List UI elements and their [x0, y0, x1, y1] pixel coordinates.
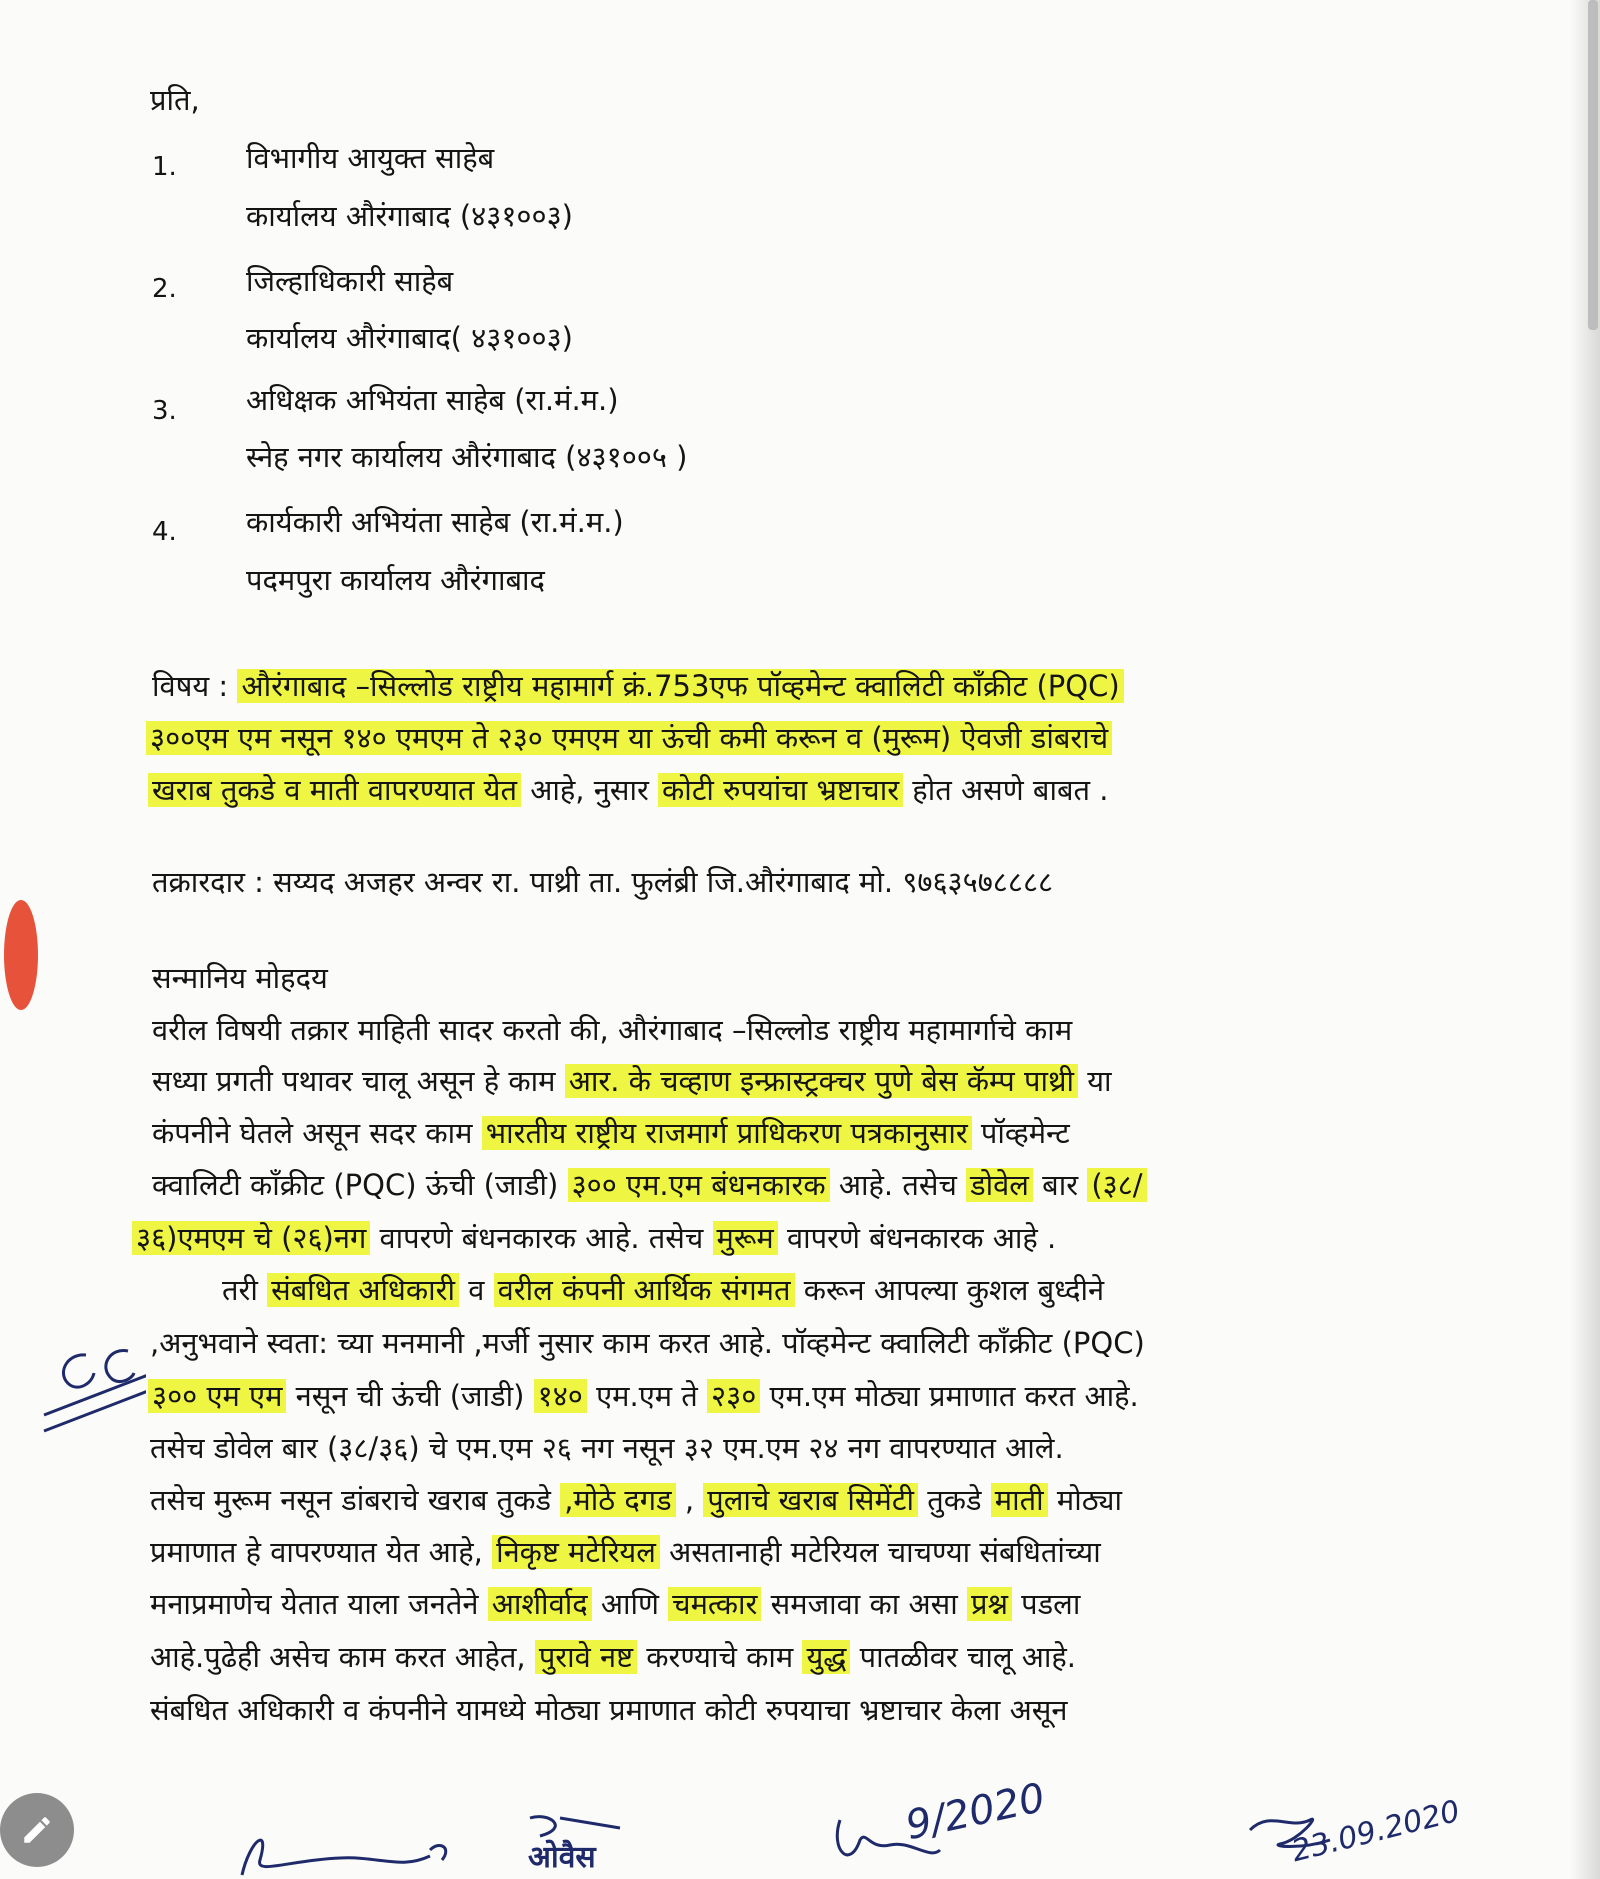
body-highlight: ३०० एम.एम बंधनकारक [568, 1168, 830, 1202]
body-text: समजावा का असा [761, 1587, 967, 1621]
body-highlight: पुरावे नष्ट [535, 1640, 637, 1674]
subject-label: विषय : [152, 669, 229, 703]
body-line: वरील विषयी तक्रार माहिती सादर करतो की, औरंगाबाद –सिल्लोड राष्ट्रीय महामार्गाचे काम [152, 1013, 1073, 1047]
body-highlight: २३० [707, 1379, 760, 1413]
body-text: मोठ्या [1047, 1483, 1122, 1517]
body-line [222, 1270, 1104, 1310]
recipient-number: 1. [152, 152, 177, 182]
body-text: मनाप्रमाणेच येतात याला जनतेने [150, 1587, 488, 1621]
signature-3-date: 9/2020 [901, 1774, 1049, 1850]
body-highlight: १४० [534, 1379, 587, 1413]
body-text: तुकडे [918, 1483, 991, 1517]
body-highlight: ,मोठे दगड [560, 1483, 675, 1517]
body-text: करण्याचे काम [637, 1640, 803, 1674]
body-line: ,अनुभवाने स्वता: च्या मनमानी ,मर्जी नुसार काम करत आहे. पॉव्हमेन्ट क्वालिटी कॉंक्रीट (PQC) [150, 1326, 1145, 1360]
body-text: या [1078, 1064, 1112, 1098]
red-marker-mark [4, 900, 38, 1010]
subject-line-3 [148, 770, 1109, 810]
body-text: व [459, 1273, 494, 1307]
pencil-icon [20, 1813, 54, 1847]
body-line [150, 1637, 1076, 1677]
body-text: , [675, 1483, 704, 1517]
body-text: तरी [222, 1273, 268, 1307]
body-highlight: आर. के चव्हाण इन्फ्रास्ट्रक्चर पुणे बेस कॅम्प पाथ्री [565, 1064, 1078, 1098]
subject-text: आहे, नुसार [521, 773, 659, 807]
scrollbar[interactable] [1588, 0, 1598, 330]
recipient-line1: अधिक्षक अभियंता साहेब (रा.मं.म.) [246, 383, 619, 417]
recipient-number: 2. [152, 274, 177, 304]
body-text: प्रमाणात हे वापरण्यात येत आहे, [150, 1535, 493, 1569]
signature-2-text: ओवैस [528, 1840, 596, 1875]
body-line: तसेच डोवेल बार (३८/३६) चे एम.एम २६ नग नसून ३२ एम.एम २४ नग वापरण्यात आले. [150, 1431, 1064, 1465]
subject-line-2 [146, 718, 1112, 758]
subject-text: होत असणे बाबत . [903, 773, 1109, 807]
body-text: पॉव्हमेन्ट [971, 1116, 1070, 1150]
body-line [148, 1376, 1139, 1416]
body-line [150, 1532, 1101, 1572]
body-highlight: पुलाचे खराब सिमेंटी [703, 1483, 918, 1517]
body-text: पडला [1011, 1587, 1081, 1621]
body-text: बार [1032, 1168, 1088, 1202]
body-line [150, 1584, 1080, 1624]
body-highlight: डोवेल [966, 1168, 1033, 1202]
body-text: असतानाही मटेरियल चाचण्या संबधितांच्या [659, 1535, 1101, 1569]
body-text: एम.एम ते [586, 1379, 708, 1413]
recipient-line1: जिल्हाधिकारी साहेब [246, 264, 454, 298]
greeting: सन्मानिय मोहदय [152, 961, 328, 995]
signature-1 [230, 1820, 460, 1879]
body-text: सध्या प्रगती पथावर चालू असून हे काम [152, 1064, 565, 1098]
subject-line-1 [152, 666, 1124, 706]
body-text: क्वालिटी कॉंक्रीट (PQC) ऊंची (जाडी) [152, 1168, 568, 1202]
body-text: वापरणे बंधनकारक आहे . [777, 1221, 1057, 1255]
body-line [152, 1165, 1147, 1205]
recipient-number: 3. [152, 396, 177, 426]
body-highlight: निकृष्ट मटेरियल [492, 1535, 660, 1569]
recipient-line2: कार्यालय औरंगाबाद (४३१००३) [246, 199, 573, 233]
recipient-line1: कार्यकारी अभियंता साहेब (रा.मं.म.) [246, 505, 624, 539]
body-highlight: माती [991, 1483, 1048, 1517]
body-highlight: युद्ध [802, 1640, 850, 1674]
subject-highlight: खराब तुकडे व माती वापरण्यात येत [148, 773, 521, 807]
body-text: आणि [591, 1587, 669, 1621]
subject-highlight: ३००एम एम नसून १४० एमएम ते २३० एमएम या ऊंची कमी करून व (मुरूम) ऐवजी डांबराचे [146, 721, 1112, 755]
complainant-line: तक्रारदार : सय्यद अजहर अन्वर रा. पाथ्री ता. फुलंब्री जि.औरंगाबाद मो. ९७६३५७८८८८ [152, 865, 1054, 899]
body-highlight: ३६)एमएम चे (२६)नग [132, 1221, 370, 1255]
salutation: प्रति, [150, 83, 200, 117]
recipient-line2: पदमपुरा कार्यालय औरंगाबाद [246, 563, 545, 597]
body-text: आहे.पुढेही असेच काम करत आहेत, [150, 1640, 535, 1674]
recipient-line2: स्नेह नगर कार्यालय औरंगाबाद (४३१००५ ) [246, 440, 688, 474]
margin-note-oc [36, 1335, 146, 1445]
body-highlight: मुरूम [713, 1221, 778, 1255]
subject-highlight: औरंगाबाद –सिल्लोड राष्ट्रीय महामार्ग क्रं.753एफ पॉव्हमेन्ट क्वालिटी कॉंक्रीट (PQC) [237, 669, 1123, 703]
body-text: करून आपल्या कुशल बुध्दीने [794, 1273, 1105, 1307]
body-highlight: आशीर्वाद [488, 1587, 592, 1621]
body-highlight: (३८/ [1087, 1168, 1146, 1202]
body-line [132, 1218, 1056, 1258]
body-highlight: भारतीय राष्ट्रीय राजमार्ग प्राधिकरण पत्रकानुसार [482, 1116, 972, 1150]
body-line [152, 1113, 1070, 1153]
body-text: कंपनीने घेतले असून सदर काम [152, 1116, 482, 1150]
signature-4-date: 23.09.2020 [1288, 1793, 1464, 1870]
body-highlight: ३०० एम एम [148, 1379, 286, 1413]
body-text: एम.एम मोठ्या प्रमाणात करत आहे. [760, 1379, 1139, 1413]
subject-highlight: कोटी रुपयांचा भ्रष्टाचार [658, 773, 903, 807]
body-text: वापरणे बंधनकारक आहे. तसेच [370, 1221, 713, 1255]
body-text: आहे. तसेच [829, 1168, 967, 1202]
recipient-number: 4. [152, 517, 177, 547]
body-text: नसून ची ऊंची (जाडी) [286, 1379, 534, 1413]
body-line [152, 1061, 1112, 1101]
body-text: पातळीवर चालू आहे. [850, 1640, 1077, 1674]
body-highlight: वरील कंपनी आर्थिक संगमत [494, 1273, 795, 1307]
body-line [150, 1480, 1122, 1520]
recipient-line1: विभागीय आयुक्त साहेब [246, 141, 495, 175]
edit-button[interactable] [0, 1793, 74, 1867]
body-highlight: संबधित अधिकारी [267, 1273, 459, 1307]
body-highlight: चमत्कार [668, 1587, 761, 1621]
body-line: संबधित अधिकारी व कंपनीने यामध्ये मोठ्या प्रमाणात कोटी रुपयाचा भ्रष्टाचार केला असून [150, 1693, 1068, 1727]
recipient-line2: कार्यालय औरंगाबाद( ४३१००३) [246, 321, 573, 355]
body-highlight: प्रश्न [967, 1587, 1012, 1621]
body-text: तसेच मुरूम नसून डांबराचे खराब तुकडे [150, 1483, 561, 1517]
